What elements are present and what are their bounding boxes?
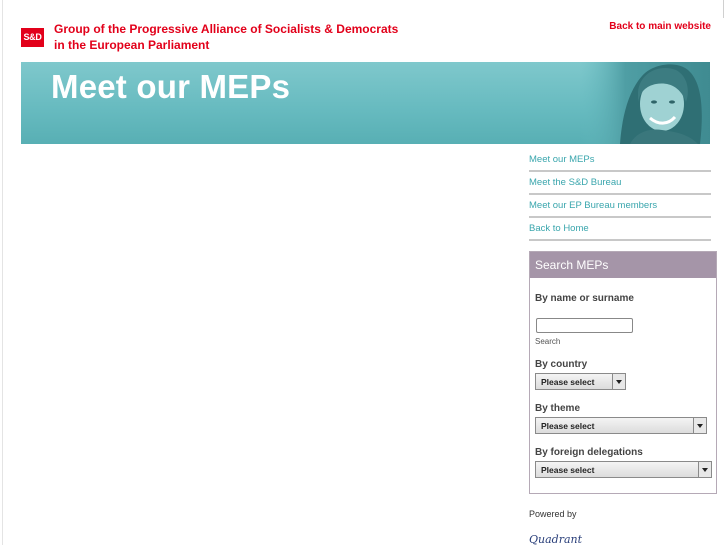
chevron-down-icon xyxy=(693,418,706,433)
country-select-value: Please select xyxy=(541,377,595,387)
org-name-line1: Group of the Progressive Alliance of Socialists & Democrats xyxy=(54,22,399,36)
quadrant-logo[interactable] xyxy=(528,530,598,545)
scrollbar-edge[interactable] xyxy=(723,0,724,18)
country-label: By country xyxy=(535,359,588,370)
page-title: Meet our MEPs xyxy=(51,68,291,105)
delegation-label: By foreign delegations xyxy=(535,447,643,458)
quadrant-logo-text: Quadrant xyxy=(529,533,583,545)
delegation-select-value: Please select xyxy=(541,465,595,475)
nav-meet-sd-bureau[interactable]: Meet the S&D Bureau xyxy=(529,173,711,195)
theme-select[interactable] xyxy=(535,417,707,434)
name-search-input[interactable] xyxy=(536,318,633,333)
nav-meet-ep-bureau-members[interactable]: Meet our EP Bureau members xyxy=(529,196,711,218)
search-link[interactable]: Search xyxy=(535,337,561,346)
org-name-line2: in the European Parliament xyxy=(54,38,210,52)
theme-label: By theme xyxy=(535,403,581,414)
page-banner xyxy=(21,62,710,144)
mep-portrait-image xyxy=(580,62,710,144)
search-meps-panel xyxy=(529,251,717,494)
sd-logo[interactable]: S&D xyxy=(21,28,44,47)
powered-by-label: Powered by xyxy=(529,509,577,519)
nav-meet-our-meps[interactable]: Meet our MEPs xyxy=(529,150,711,172)
delegation-select[interactable] xyxy=(535,461,712,478)
name-label: By name or surname xyxy=(535,293,634,304)
chevron-down-icon xyxy=(698,462,711,477)
chevron-down-icon xyxy=(612,374,625,389)
search-panel-title: Search MEPs xyxy=(530,252,716,278)
org-name[interactable] xyxy=(54,21,414,53)
country-select[interactable] xyxy=(535,373,626,390)
mep-sidebar-nav xyxy=(529,150,711,242)
nav-back-to-home[interactable]: Back to Home xyxy=(529,219,711,241)
back-to-main-website-link[interactable]: Back to main website xyxy=(609,21,711,32)
window-left-edge xyxy=(2,0,3,545)
theme-select-value: Please select xyxy=(541,421,595,431)
